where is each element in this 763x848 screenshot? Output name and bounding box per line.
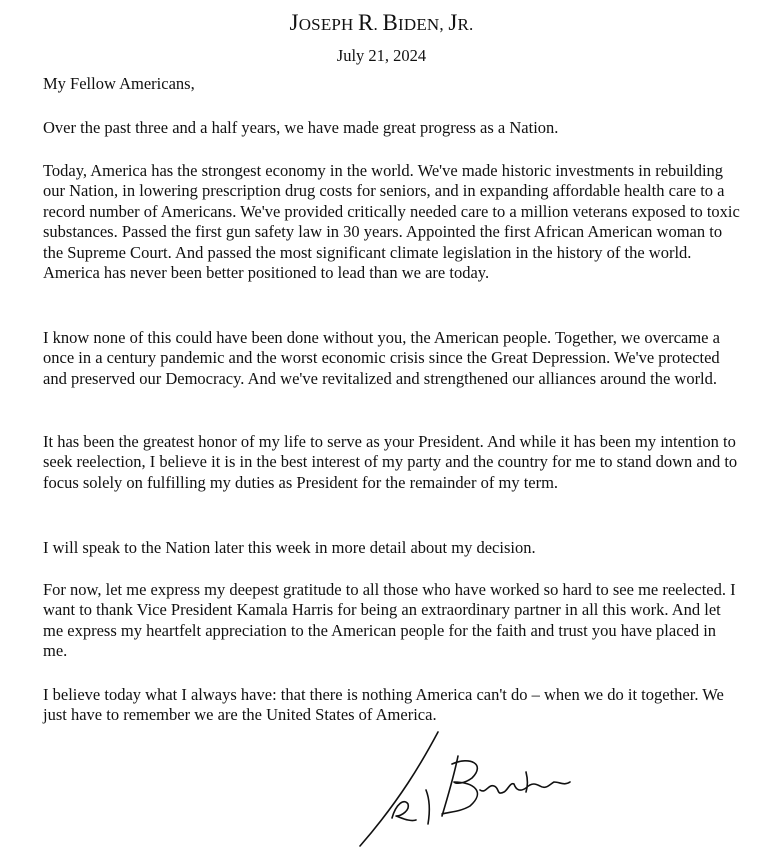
paragraph-4: It has been the greatest honor of my life to serve as your President. And while it has been my intention to seek reelection, I believe it is in the best interest of my party and the country for me to stand down and to focus solely on fulfilling my duties as President for the remainder of my term. — [43, 432, 738, 492]
letterhead-text: OSEPH — [298, 15, 358, 34]
signature-stroke — [426, 790, 429, 824]
letter-date: July 21, 2024 — [336, 46, 427, 65]
letterhead-text: . — [373, 15, 383, 34]
signature-stroke — [392, 802, 416, 821]
letterhead-initial: J — [289, 10, 299, 35]
letterhead — [0, 10, 763, 36]
paragraph-6: For now, let me express my deepest gratitude to all those who have worked so hard to see me reelected. I want to thank Vice President Kamala Harris for being an extraordinary partner in all this work. And let me express my heartfelt appreciation to the American people for the faith and trust you have placed in me. — [43, 580, 736, 661]
paragraph-5: I will speak to the Nation later this week in more detail about my decision. — [43, 538, 536, 557]
signature-stroke — [526, 772, 528, 792]
signature-stroke — [480, 782, 570, 793]
paragraph-3: I know none of this could have been done without you, the American people. Together, we overcame a once in a century pandemic and the worst economic crisis since the Great Depression. We've protected and preserved our Democracy. And we've revitalized and strengthened our alliances around the world. — [43, 328, 720, 388]
paragraph-1: Over the past three and a half years, we have made great progress as a Nation. — [43, 118, 559, 137]
signature-stroke — [360, 732, 438, 846]
signature-stroke — [442, 756, 477, 816]
letterhead-text: IDEN, — [398, 15, 449, 34]
letterhead-text: R. — [457, 15, 474, 34]
letterhead-initial: B — [382, 10, 398, 35]
paragraph-7: I believe today what I always have: that there is nothing America can't do – when we do it together. We just have to remember we are the United States of America. — [43, 685, 724, 725]
letterhead-initial: R — [358, 10, 374, 35]
letterhead-initial: J — [448, 10, 458, 35]
signature-image — [330, 720, 610, 848]
paragraph-2: Today, America has the strongest economy in the world. We've made historic investments in rebuilding our Nation, in lowering prescription drug costs for seniors, and in expanding affordable health care to a record number of Americans. We've provided critically needed care to a million veterans exposed to toxic substances. Passed the first gun safety law in 30 years. Appointed the first African American woman to the Supreme Court. And passed the most significant climate legislation in the history of the world. America has never been better positioned to lead than we are today. — [43, 161, 740, 283]
letter-greeting: My Fellow Americans, — [43, 74, 195, 93]
